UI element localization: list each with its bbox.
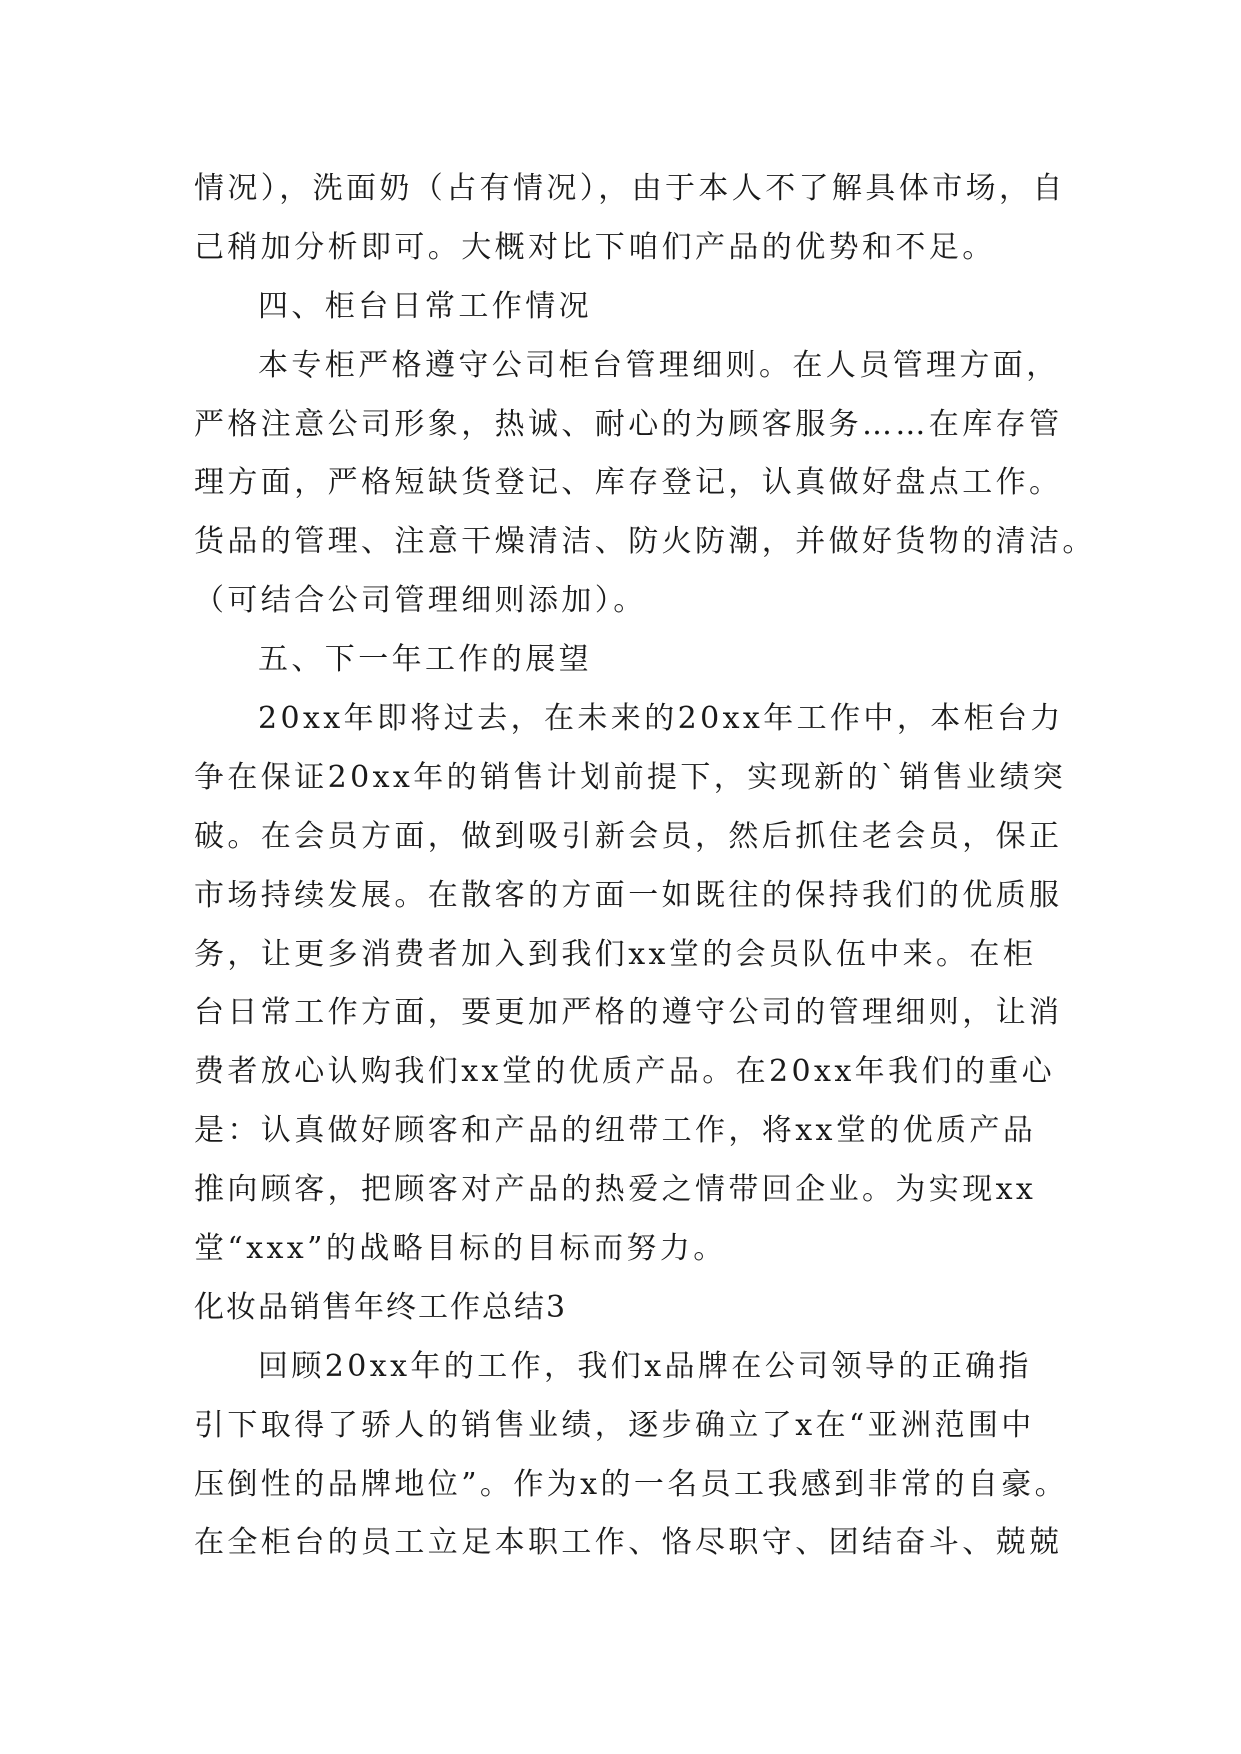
text-line: 务，让更多消费者加入到我们xx堂的会员队伍中来。在柜 (194, 936, 1037, 972)
text-line: 市场持续发展。在散客的方面一如既往的保持我们的优质服 (194, 877, 1063, 913)
text-line: 破。在会员方面，做到吸引新会员，然后抓住老会员，保正 (194, 818, 1063, 854)
section-heading-5: 五、下一年工作的展望 (258, 642, 592, 678)
text-line: 堂“xxx”的战略目标的目标而努力。 (194, 1231, 727, 1267)
text-line: 争在保证20xx年的销售计划前提下，实现新的`销售业绩突 (194, 759, 1067, 795)
article-title: 化妆品销售年终工作总结3 (194, 1289, 568, 1325)
text-line: 在全柜台的员工立足本职工作、恪尽职守、团结奋斗、兢兢 (194, 1525, 1063, 1561)
text-line: 推向顾客，把顾客对产品的热爱之情带回企业。为实现xx (194, 1172, 1037, 1208)
text-line: 情况），洗面奶（占有情况），由于本人不了解具体市场，自 (194, 171, 1066, 206)
text-line: 己稍加分析即可。大概对比下咱们产品的优势和不足。 (194, 229, 996, 265)
text-line: 压倒性的品牌地位”。作为x的一名员工我感到非常的自豪。 (194, 1466, 1069, 1502)
text-line: 是：认真做好顾客和产品的纽带工作，将xx堂的优质产品 (194, 1113, 1037, 1149)
text-line: 货品的管理、注意干燥清洁、防火防潮，并做好货物的清洁。 (194, 524, 1096, 560)
text-line: 回顾20xx年的工作，我们x品牌在公司领导的正确指 (258, 1348, 1032, 1384)
text-line: 引下取得了骄人的销售业绩，逐步确立了x在“亚洲范围中 (194, 1407, 1035, 1443)
text-line: 20xx年即将过去，在未来的20xx年工作中，本柜台力 (258, 701, 1064, 737)
text-line: 严格注意公司形象，热诚、耐心的为顾客服务……在库存管 (194, 406, 1063, 442)
document-body (194, 160, 1096, 1573)
text-line: 台日常工作方面，要更加严格的遵守公司的管理细则，让消 (194, 995, 1063, 1031)
section-heading-4: 四、柜台日常工作情况 (258, 288, 592, 324)
text-line: 理方面，严格短缺货登记、库存登记，认真做好盘点工作。 (194, 465, 1063, 501)
text-line: 费者放心认购我们xx堂的优质产品。在20xx年我们的重心 (194, 1054, 1056, 1090)
text-line: 本专柜严格遵守公司柜台管理细则。在人员管理方面， (258, 347, 1060, 383)
text-line: （可结合公司管理细则添加）。 (194, 583, 647, 619)
